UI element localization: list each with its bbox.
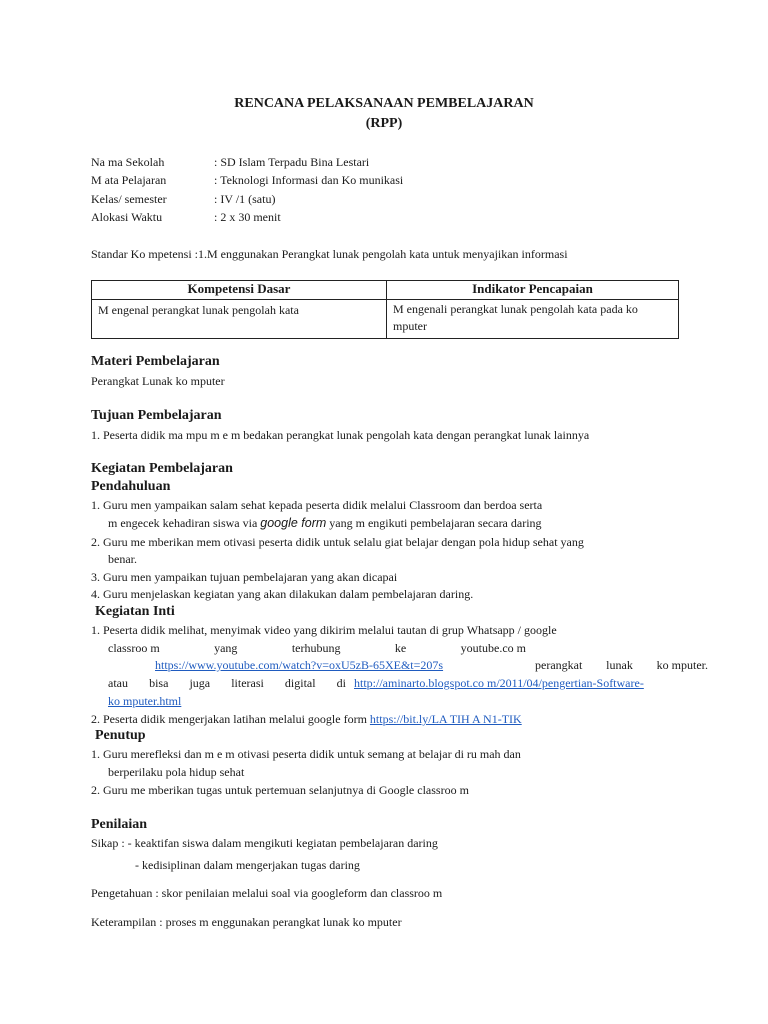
identity-label-class: Kelas/ semester <box>91 192 167 206</box>
penutup-item-2: 2. Guru me mberikan tugas untuk pertemuan selanjutnya di Google classroo m <box>91 783 469 797</box>
document-subtitle: (RPP) <box>365 116 403 131</box>
penutup-item-1-cont: berperilaku pola hidup sehat <box>108 765 245 779</box>
latihan-google-form-link[interactable]: https://bit.ly/LA TIH A N1-TIK <box>369 712 522 726</box>
inti-word: atau <box>108 676 128 690</box>
inti-item-1-line-3 <box>535 658 708 673</box>
pendahuluan-item-2: 2. Guru me mberikan mem otivasi peserta didik untuk selalu giat belajar dengan pola hidup sehat yang <box>91 535 584 549</box>
inti-word: di <box>336 676 346 690</box>
materi-heading: Materi Pembelajaran <box>91 354 220 369</box>
youtube-video-link[interactable]: https://www.youtube.com/watch?v=oxU5zB-65XE&t=207s <box>155 658 444 672</box>
penutup-item-1: 1. Guru merefleksi dan m e m otivasi peserta didik untuk semang at belajar di ru mah dan <box>91 747 521 761</box>
pendahuluan-item-1-text: m engecek kehadiran siswa via <box>108 516 258 530</box>
pendahuluan-item-4: 4. Guru menjelaskan kegiatan yang akan dilakukan dalam pembelajaran daring. <box>91 587 474 601</box>
kegiatan-heading: Kegiatan Pembelajaran <box>91 461 233 476</box>
pendahuluan-heading: Pendahuluan <box>91 479 171 494</box>
tujuan-item: 1. Peserta didik ma mpu m e m bedakan perangkat lunak pengolah kata dengan perangkat lunak lainnya <box>91 428 590 442</box>
identity-value-subject: : Teknologi Informasi dan Ko munikasi <box>214 173 404 187</box>
inti-word: digital <box>284 676 316 690</box>
table-cell-kompetensi: M engenal perangkat lunak pengolah kata <box>92 300 387 339</box>
inti-word: lunak <box>606 658 633 672</box>
inti-word: yang <box>214 641 238 655</box>
table-header-kompetensi: Kompetensi Dasar <box>92 281 387 300</box>
inti-word: ko mputer. <box>656 658 708 672</box>
inti-word: perangkat <box>535 658 583 672</box>
google-form-label: google form <box>260 516 327 530</box>
table-header-indikator: Indikator Pencapaian <box>387 281 679 300</box>
pendahuluan-item-1: 1. Guru men yampaikan salam sehat kepada peserta didik melalui Classroom dan berdoa serta <box>91 498 543 512</box>
standar-kompetensi: Standar Ko mpetensi :1.M enggunakan Perangkat lunak pengolah kata untuk menyajikan informasi <box>91 247 568 261</box>
inti-word: youtube.co m <box>460 641 526 655</box>
pendahuluan-item-2-cont: benar. <box>108 552 137 566</box>
inti-item-2-text: 2. Peserta didik mengerjakan latihan melalui google form <box>91 712 367 726</box>
blog-article-link-cont[interactable]: ko mputer.html <box>108 694 182 708</box>
pendahuluan-item-1-text-end: yang m engikuti pembelajaran secara daring <box>329 516 542 530</box>
inti-item-2 <box>91 712 522 727</box>
identity-label-subject: M ata Pelajaran <box>91 173 167 187</box>
table-cell-indikator: M engenali perangkat lunak pengolah kata pada ko mputer <box>387 300 679 339</box>
identity-label-time: Alokasi Waktu <box>91 210 163 224</box>
table-header-row <box>92 281 679 300</box>
document-title: RENCANA PELAKSANAAN PEMBELAJARAN <box>234 96 534 111</box>
inti-word: juga <box>189 676 211 690</box>
inti-word: bisa <box>149 676 169 690</box>
pendahuluan-item-1-cont <box>108 516 542 531</box>
penilaian-pengetahuan: Pengetahuan : skor penilaian melalui soal via googleform dan classroo m <box>91 886 443 900</box>
penilaian-heading: Penilaian <box>91 817 148 832</box>
inti-item-1-line-2 <box>108 641 526 656</box>
inti-word: literasi <box>231 676 264 690</box>
identity-label-school: Na ma Sekolah <box>91 155 165 169</box>
table-row <box>92 300 679 339</box>
inti-item-1-line-4 <box>108 676 346 691</box>
penilaian-sikap-1: Sikap : - keaktifan siswa dalam mengikuti kegiatan pembelajaran daring <box>91 836 438 850</box>
identity-value-class: : IV /1 (satu) <box>214 192 276 206</box>
inti-word: classroo m <box>108 641 160 655</box>
inti-word: terhubung <box>291 641 341 655</box>
identity-value-school: : SD Islam Terpadu Bina Lestari <box>214 155 370 169</box>
tujuan-heading: Tujuan Pembelajaran <box>91 408 222 423</box>
penutup-heading: Penutup <box>95 728 146 743</box>
identity-value-time: : 2 x 30 menit <box>214 210 281 224</box>
penilaian-keterampilan: Keterampilan : proses m enggunakan perangkat lunak ko mputer <box>91 915 402 929</box>
inti-word: ke <box>394 641 407 655</box>
materi-text: Perangkat Lunak ko mputer <box>91 374 225 388</box>
blog-article-link[interactable]: http://aminarto.blogspot.co m/2011/04/pengertian-Software- <box>354 676 644 690</box>
inti-item-1: 1. Peserta didik melihat, menyimak video yang dikirim melalui tautan di grup Whatsapp / google <box>91 623 557 637</box>
inti-heading: Kegiatan Inti <box>95 604 175 619</box>
competency-table <box>91 280 679 339</box>
pendahuluan-item-3: 3. Guru men yampaikan tujuan pembelajaran yang akan dicapai <box>91 570 398 584</box>
penilaian-sikap-2: - kedisiplinan dalam mengerjakan tugas daring <box>135 858 360 872</box>
